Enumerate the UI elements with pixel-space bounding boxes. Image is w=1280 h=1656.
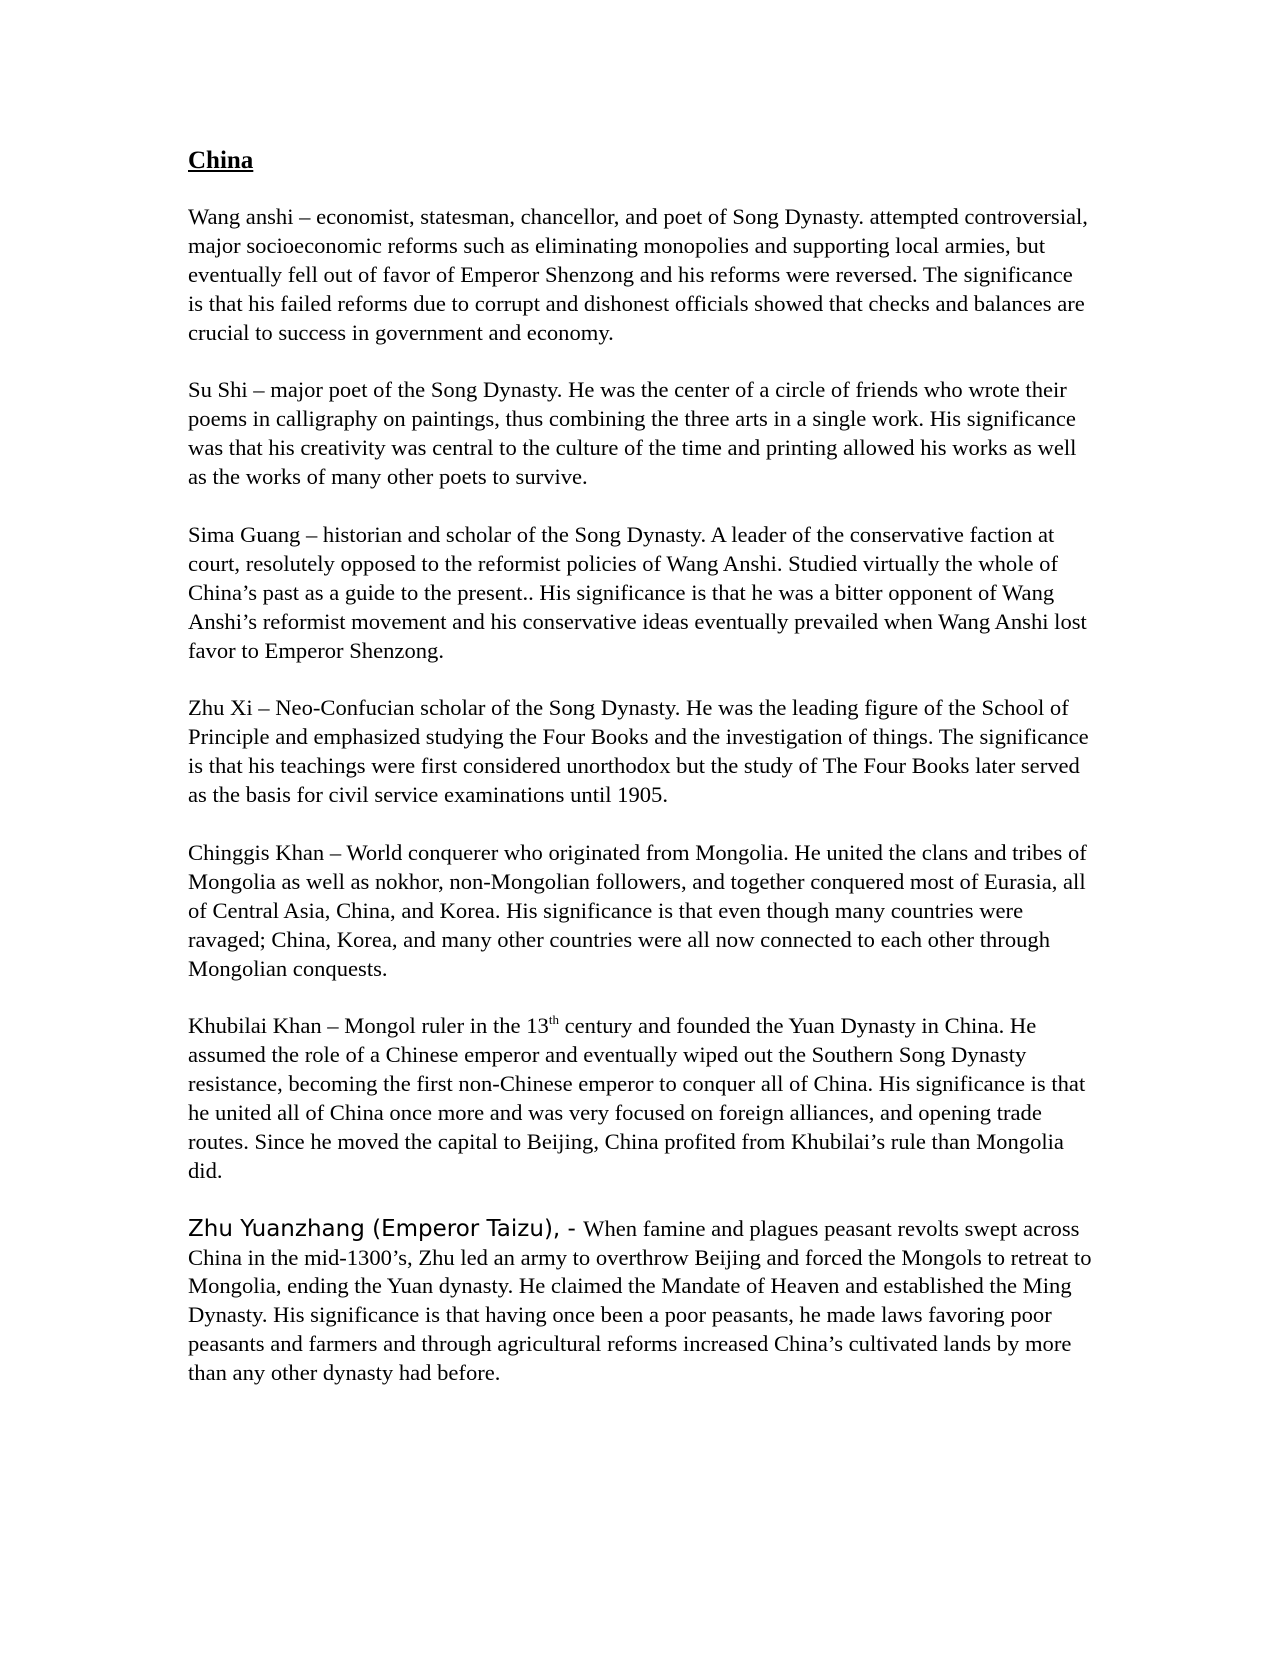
paragraph-zhu-xi: Zhu Xi – Neo-Confucian scholar of the Song Dynasty. He was the leading figure of the School of Principle and emphasized studying the Four Books and the investigation of things. The significance is that his teachings were first considered unorthodox but the study of The Four Books later served as the basis for civil service examinations until 1905. xyxy=(188,695,1089,808)
paragraph-chinggis-khan: Chinggis Khan – World conquerer who originated from Mongolia. He united the clans and tribes of Mongolia as well as nokhor, non-Mongolian followers, and together conquered most of Eurasia, all of Central Asia, China, and Korea. His significance is that even though many countries were ravaged; China, Korea, and many other countries were all now connected to each other through Mongolian conquests. xyxy=(188,839,1087,981)
paragraph-sima-guang: Sima Guang – historian and scholar of the Song Dynasty. A leader of the conservative faction at court, resolutely opposed to the reformist policies of Wang Anshi. Studied virtually the whole of China’s past as a guide to the present.. His significance is that he was a bitter opponent of Wang Anshi’s reformist movement and his conservative ideas eventually prevailed when Wang Anshi lost favor to Emperor Shenzong. xyxy=(188,521,1087,663)
khubilai-text-end: century and founded the Yuan Dynasty in China. He assumed the role of a Chinese emperor and eventually wiped out the Southern Song Dynasty resistance, becoming the first non-Chinese emperor to conquer all of China. His significance is that he united all of China once more and was very focused on foreign alliances, and opening trade routes. Since he moved the capital to Beijing, China profited from Khubilai’s rule than Mongolia did. xyxy=(188,1013,1086,1183)
page-title: China xyxy=(188,147,254,174)
paragraph-wang-anshi: Wang anshi – economist, statesman, chancellor, and poet of Song Dynasty. attempted controversial, major socioeconomic reforms such as eliminating monopolies and supporting local armies, but eventually fell out of favor of Emperor Shenzong and his reforms were reversed. The significance is that his failed reforms due to corrupt and dishonest officials showed that checks and balances are crucial to success in government and economy. xyxy=(188,204,1088,345)
paragraph-zhu-yuanzhang xyxy=(188,1215,1093,1388)
zhu-yuanzhang-text: When famine and plagues peasant revolts swept across China in the mid-1300’s, Zhu led an army to overthrow Beijing and forced the Mongols to retreat to Mongolia, ending the Yuan dynasty. He claimed the Mandate of Heaven and established the Ming Dynasty. His significance is that having once been a poor peasants, he made laws favoring poor peasants and farmers and through agricultural reforms increased China’s cultivated lands by more than any other dynasty had before. xyxy=(188,1215,1092,1386)
paragraph-su-shi: Su Shi – major poet of the Song Dynasty. He was the center of a circle of friends who wrote their poems in calligraphy on paintings, thus combining the three arts in a single work. His significance was that his creativity was central to the culture of the time and printing allowed his works as well as the works of many other poets to survive. xyxy=(188,377,1077,490)
ordinal-superscript: th xyxy=(548,1012,559,1028)
paragraph-khubilai-khan xyxy=(188,1012,1093,1185)
zhu-yuanzhang-heading: Zhu Yuanzhang (Emperor Taizu), - xyxy=(188,1215,584,1242)
khubilai-text-start: Khubilai Khan – Mongol ruler in the 13 xyxy=(188,1013,549,1039)
document-page xyxy=(188,146,1093,1417)
